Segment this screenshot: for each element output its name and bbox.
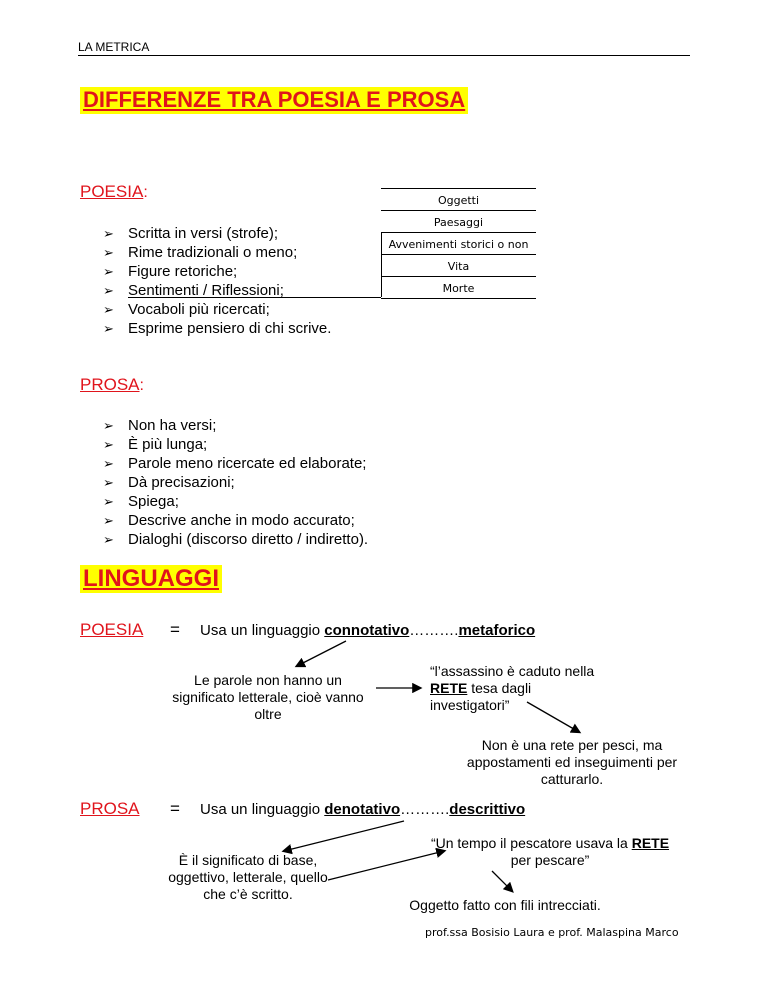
list-item: ➢ Dialoghi (discorso diretto / indiretto). [103, 531, 369, 548]
ling-prosa-equals: = [170, 799, 180, 818]
arrow-bullet-icon: ➢ [103, 532, 114, 547]
list-item: ➢ Dà precisazioni; [103, 474, 235, 491]
ling-poesia-label: POESIA [80, 620, 144, 639]
ling-prosa-explanation: Oggetto fatto con fili intrecciati. [409, 897, 601, 913]
arrow-bullet-icon: ➢ [103, 302, 114, 317]
arrow-bullet-icon: ➢ [103, 264, 114, 279]
ling-prosa-sentence: Usa un linguaggio denotativo……….descrittivo [200, 801, 526, 818]
ling-poesia-quote: “l’assassino è caduto nella RETE tesa dagli investigatori” [430, 663, 595, 713]
term-denotativo: denotativo [324, 801, 401, 818]
arrow-icon [284, 821, 404, 851]
ling-prosa-quote: “Un tempo il pescatore usava la RETE per pescare” [430, 835, 670, 868]
arrow-bullet-icon: ➢ [103, 437, 114, 452]
arrow-bullet-icon: ➢ [103, 418, 114, 433]
arrow-bullet-icon: ➢ [103, 475, 114, 490]
rete-keyword: RETE [430, 680, 468, 696]
term-descrittivo: descrittivo [449, 801, 526, 818]
table-row: Avvenimenti storici o non [381, 233, 536, 255]
term-connotativo: connotativo [324, 622, 410, 639]
ling-poesia-sentence: Usa un linguaggio connotativo……….metaforico [200, 622, 536, 639]
ling-poesia-equals: = [170, 620, 180, 639]
list-item: ➢ Sentimenti / Riflessioni; [103, 282, 284, 299]
arrow-icon [527, 702, 579, 732]
page-title: DIFFERENZE TRA POESIA E PROSA [80, 87, 468, 114]
arrow-bullet-icon: ➢ [103, 245, 114, 260]
list-item: ➢ Figure retoriche; [103, 263, 238, 280]
ling-poesia-explanation: Non è una rete per pesci, ma appostamenti ed inseguimenti per catturarlo. [466, 737, 678, 787]
linguaggi-heading: LINGUAGGI [80, 565, 222, 593]
rete-keyword: RETE [631, 835, 670, 851]
ling-poesia-meaning: Le parole non hanno un significato letterale, cioè vanno oltre [172, 672, 364, 722]
term-metaforico: metaforico [458, 622, 536, 639]
arrow-bullet-icon: ➢ [103, 456, 114, 471]
list-item: ➢ Esprime pensiero di chi scrive. [103, 320, 332, 337]
list-item: ➢ Parole meno ricercate ed elaborate; [103, 455, 367, 472]
running-header: LA METRICA [78, 40, 150, 54]
arrow-bullet-icon: ➢ [103, 513, 114, 528]
list-item: ➢ Vocaboli più ricercati; [103, 301, 270, 318]
arrow-icon [492, 871, 512, 891]
author-signature: prof.ssa Bosisio Laura e prof. Malaspina Marco [425, 926, 679, 939]
list-item: ➢ Rime tradizionali o meno; [103, 244, 298, 261]
list-item: ➢ Spiega; [103, 493, 179, 510]
arrow-bullet-icon: ➢ [103, 226, 114, 241]
list-item: ➢ Descrive anche in modo accurato; [103, 512, 355, 529]
list-item: ➢ Non ha versi; [103, 417, 217, 434]
arrow-bullet-icon: ➢ [103, 494, 114, 509]
prosa-label: PROSA [80, 375, 140, 394]
table-row: Morte [381, 277, 536, 299]
arrow-bullet-icon: ➢ [103, 283, 114, 298]
arrow-bullet-icon: ➢ [103, 321, 114, 336]
arrow-icon [297, 641, 346, 666]
arrow-icon [328, 851, 444, 880]
poesia-label: POESIA [80, 182, 144, 201]
poesia-colon: : [143, 184, 148, 201]
table-row: Oggetti [381, 188, 536, 211]
ling-prosa-meaning: È il significato di base, oggettivo, letterale, quello che c’è scritto. [168, 852, 328, 902]
table-row: Vita [381, 255, 536, 277]
list-item: ➢ È più lunga; [103, 436, 208, 453]
prosa-colon: : [139, 377, 144, 394]
ling-prosa-label: PROSA [80, 799, 140, 818]
table-row: Paesaggi [381, 211, 536, 233]
list-item: ➢ Scritta in versi (strofe); [103, 225, 279, 242]
